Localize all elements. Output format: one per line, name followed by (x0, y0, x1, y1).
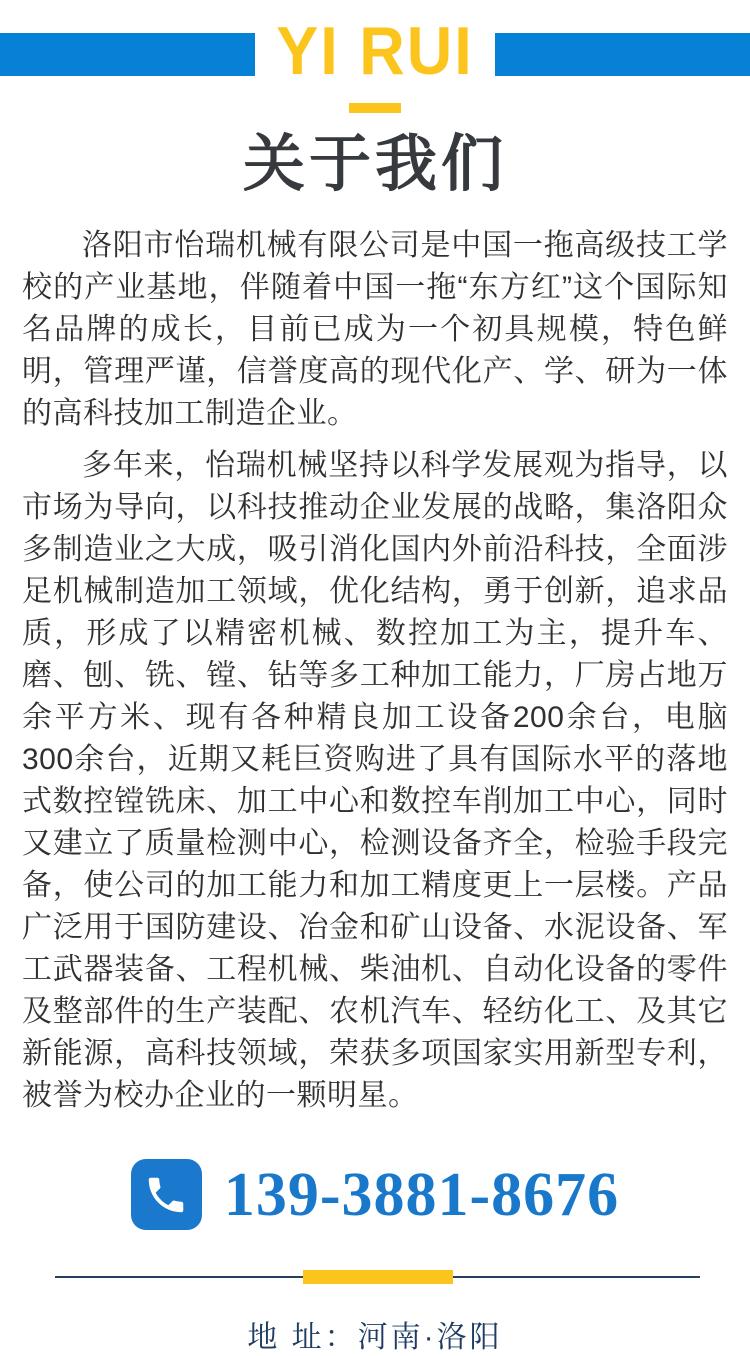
about-section (22, 225, 728, 1117)
phone-icon (131, 1159, 202, 1230)
footer-divider (55, 1270, 700, 1284)
about-paragraph-1: 洛阳市怡瑞机械有限公司是中国一拖高级技工学校的产业基地，伴随着中国一拖“东方红”这个国际知名品牌的成长，目前已成为一个初具规模，特色鲜明，管理严谨，信誉度高的现代化产、学、研为一体的高科技加工制造企业。 (22, 229, 728, 431)
about-paragraph-2: 多年来，怡瑞机械坚持以科学发展观为指导，以市场为导向，以科技推动企业发展的战略，集洛阳众多制造业之大成，吸引消化国内外前沿科技，全面涉足机械制造加工领域，优化结构，勇于创新，追求品质，形成了以精密机械、数控加工为主，提升车、磨、刨、铣、镗、钻等多工种加工能力，厂房占地万余平方米、现有各种精良加工设备200余台，电脑300余台，近期又耗巨资购进了具有国际水平的落地式数控镗铣床、加工中心和数控车削加工中心，同时又建立了质量检测中心，检测设备齐全，检验手段完备，使公司的加工能力和加工精度更上一层楼。产品广泛用于国防建设、冶金和矿山设备、水泥设备、军工武器装备、工程机械、柴油机、自动化设备的零件及整部件的生产装配、农机汽车、轻纺化工、及其它新能源，高科技领域，荣获多项国家实用新型专利，被誉为校办企业的一颗明星。 (22, 449, 728, 1113)
phone-contact-row[interactable] (0, 1159, 750, 1230)
address-footer: 地 址：河南·洛阳 (247, 1321, 503, 1355)
divider-accent-bar (303, 1270, 453, 1284)
brand-accent-dash (349, 103, 401, 113)
brand-logo-text: YI RUI (276, 13, 474, 90)
phone-number[interactable]: 139-3881-8676 (223, 1160, 620, 1229)
brand-header (0, 0, 750, 96)
page-title: 关于我们 (242, 130, 507, 199)
